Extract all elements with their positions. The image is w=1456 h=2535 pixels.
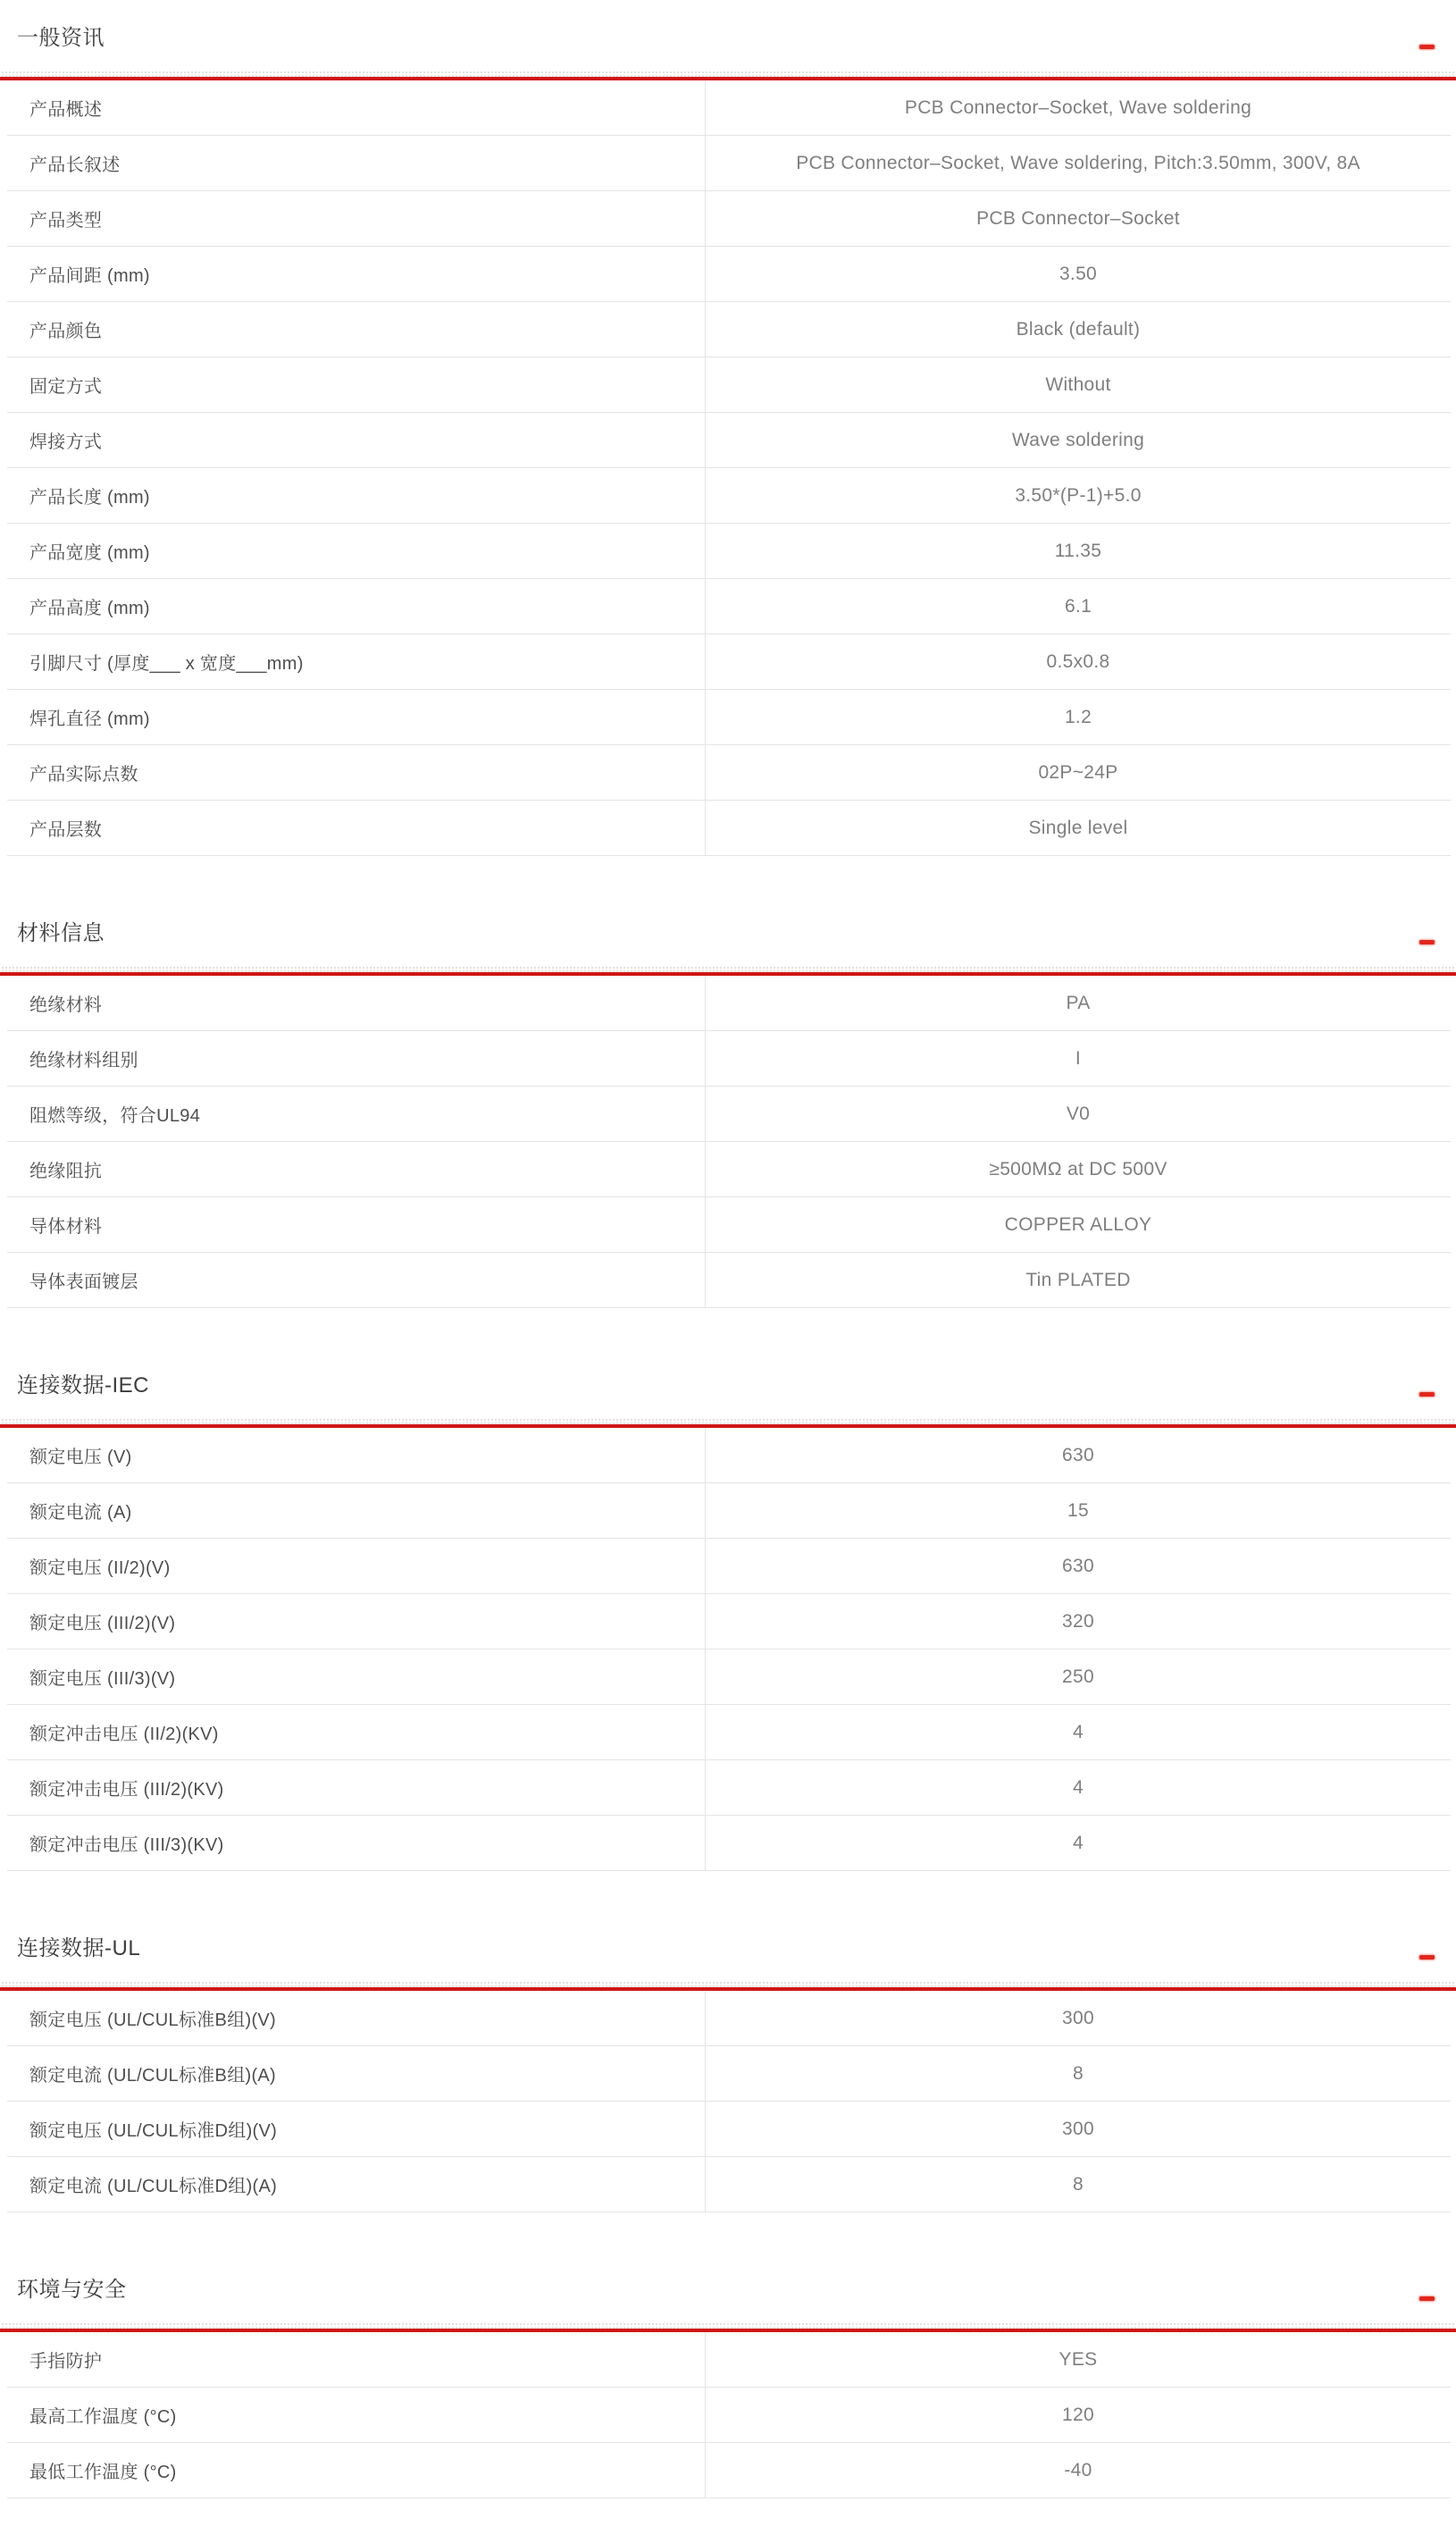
spec-row [7,136,1451,191]
collapse-minus-icon[interactable] [1419,940,1435,944]
dotted-texture [0,2321,1456,2329]
spec-row [7,1539,1451,1594]
spec-value: V0 [1066,1103,1091,1124]
spec-row [7,1428,1451,1483]
spec-label: 产品概述 [7,80,706,135]
section-rule [0,70,1456,80]
spec-label: 固定方式 [7,357,706,412]
spec-value: 300 [1062,2118,1094,2139]
spec-value: 4 [1073,1721,1084,1742]
spec-value: COPPER ALLOY [1004,1213,1152,1235]
spec-value: 8 [1073,2173,1084,2195]
spec-row [7,976,1451,1031]
spec-row [7,2332,1451,2388]
spec-table [7,80,1451,856]
spec-value: 250 [1062,1666,1094,1687]
spec-row [7,80,1451,136]
spec-row [7,1649,1451,1705]
spec-value: 320 [1062,1610,1094,1632]
section-header [17,920,1435,947]
spec-row [7,745,1451,801]
spec-row [7,1991,1451,2046]
spec-label: 产品间距 (mm) [7,247,706,301]
spec-row [7,302,1451,357]
spec-label: 额定电压 (III/3)(V) [7,1649,706,1704]
section-header [17,1372,1435,1399]
spec-table [7,976,1451,1308]
spec-label: 额定冲击电压 (III/2)(KV) [7,1760,706,1815]
spec-value: 0.5x0.8 [1046,651,1110,672]
spec-row [7,2046,1451,2102]
spec-label: 额定电压 (UL/CUL标准B组)(V) [7,1991,706,2045]
spec-row [7,191,1451,247]
spec-label: 最低工作温度 (°C) [7,2443,706,2497]
spec-value: Wave soldering [1011,429,1145,450]
spec-row [7,1087,1451,1142]
spec-section [0,2277,1456,2498]
spec-section [0,1935,1456,2212]
spec-table [7,1428,1451,1871]
spec-row [7,579,1451,634]
spec-value: Black (default) [1016,318,1141,340]
spec-value: -40 [1064,2459,1092,2480]
spec-row [7,1594,1451,1649]
spec-label: 额定电压 (V) [7,1428,706,1482]
spec-value: Single level [1028,817,1128,838]
spec-row [7,801,1451,856]
spec-label: 导体材料 [7,1197,706,1252]
spec-label: 引脚尺寸 (厚度___ x 宽度___mm) [7,634,706,689]
spec-row [7,1816,1451,1871]
spec-value: YES [1059,2348,1098,2370]
collapse-minus-icon[interactable] [1419,1392,1435,1397]
spec-label: 绝缘阻抗 [7,1142,706,1196]
spec-label: 手指防护 [7,2332,706,2387]
section-rule [0,1417,1456,1428]
spec-value: 1.2 [1064,706,1092,727]
spec-row [7,468,1451,524]
spec-label: 额定冲击电压 (II/2)(KV) [7,1705,706,1759]
spec-label: 绝缘材料 [7,976,706,1030]
spec-label: 额定冲击电压 (III/3)(KV) [7,1816,706,1870]
section-title: 材料信息 [17,921,105,945]
spec-value: PA [1066,992,1091,1013]
section-header [17,2277,1435,2304]
spec-label: 产品长叙述 [7,136,706,190]
spec-value: 3.50 [1059,263,1098,284]
spec-label: 焊孔直径 (mm) [7,690,706,744]
spec-row [7,1197,1451,1253]
spec-label: 阻燃等级，符合UL94 [7,1087,706,1141]
spec-label: 额定电压 (II/2)(V) [7,1539,706,1593]
spec-row [7,524,1451,579]
spec-row [7,247,1451,302]
spec-value: 4 [1073,1832,1084,1853]
spec-value: 6.1 [1064,595,1092,617]
spec-label: 产品类型 [7,191,706,246]
dotted-texture [0,1980,1456,1987]
spec-row [7,2443,1451,2498]
spec-label: 导体表面镀层 [7,1253,706,1307]
spec-value: PCB Connector–Socket [976,207,1180,229]
spec-table [7,2332,1451,2498]
collapse-minus-icon[interactable] [1419,2296,1435,2301]
spec-value: 15 [1067,1499,1089,1521]
spec-row [7,1031,1451,1087]
spec-table [7,1991,1451,2212]
spec-value: 11.35 [1054,540,1102,561]
spec-row [7,2102,1451,2157]
section-header [17,1935,1435,1962]
spec-row [7,357,1451,413]
spec-row [7,1142,1451,1197]
section-rule [0,1980,1456,1991]
spec-value: ≥500MΩ at DC 500V [989,1158,1167,1179]
spec-value: 8 [1073,2062,1084,2084]
dotted-texture [0,1417,1456,1424]
spec-label: 产品颜色 [7,302,706,357]
collapse-minus-icon[interactable] [1419,45,1435,49]
spec-label: 产品宽度 (mm) [7,524,706,578]
section-rule [0,965,1456,976]
spec-row [7,1483,1451,1539]
spec-label: 产品层数 [7,801,706,855]
dotted-texture [0,70,1456,77]
spec-row [7,1253,1451,1308]
spec-label: 额定电压 (UL/CUL标准D组)(V) [7,2102,706,2156]
section-header [17,25,1435,52]
spec-row [7,2388,1451,2443]
spec-value: 300 [1062,2007,1094,2028]
spec-section [0,1372,1456,1871]
dotted-texture [0,965,1456,972]
collapse-minus-icon[interactable] [1419,1955,1435,1960]
spec-label: 额定电压 (III/2)(V) [7,1594,706,1649]
spec-value: 630 [1062,1444,1094,1465]
spec-row [7,2157,1451,2212]
spec-row [7,413,1451,468]
spec-value: PCB Connector–Socket, Wave soldering [904,97,1252,118]
section-title: 环境与安全 [17,2278,127,2302]
spec-section [0,25,1456,856]
spec-value: 4 [1073,1776,1084,1798]
spec-value: I [1075,1047,1082,1069]
section-rule [0,2321,1456,2332]
spec-value: 630 [1062,1555,1094,1576]
section-title: 连接数据-UL [17,1936,141,1960]
spec-row [7,690,1451,745]
section-title: 一般资讯 [17,26,105,50]
spec-section [0,920,1456,1308]
spec-label: 产品长度 (mm) [7,468,706,523]
spec-row [7,634,1451,690]
section-title: 连接数据-IEC [17,1373,149,1398]
spec-value: 120 [1062,2404,1094,2425]
spec-page [0,25,1456,2498]
spec-label: 产品高度 (mm) [7,579,706,634]
spec-row [7,1705,1451,1760]
spec-label: 额定电流 (UL/CUL标准B组)(A) [7,2046,706,2101]
spec-label: 最高工作温度 (°C) [7,2388,706,2442]
spec-label: 额定电流 (UL/CUL标准D组)(A) [7,2157,706,2212]
spec-value: 3.50*(P-1)+5.0 [1015,484,1142,506]
spec-value: Without [1045,374,1111,395]
spec-row [7,1760,1451,1816]
spec-value: PCB Connector–Socket, Wave soldering, Pitch:3.50mm, 300V, 8A [796,152,1360,173]
spec-label: 绝缘材料组别 [7,1031,706,1086]
spec-value: 02P~24P [1038,761,1118,783]
spec-value: Tin PLATED [1025,1269,1131,1290]
spec-label: 焊接方式 [7,413,706,467]
spec-label: 产品实际点数 [7,745,706,800]
spec-label: 额定电流 (A) [7,1483,706,1538]
